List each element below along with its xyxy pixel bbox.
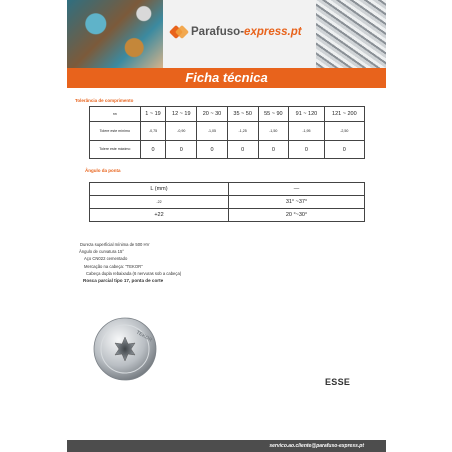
note-line: Cabeça dupla rebaixada (6 nervuras sob a cabeça) (86, 270, 182, 276)
table-cell: 0 (140, 141, 166, 159)
table-cell: 0 (324, 141, 364, 159)
table-cell: 0 (289, 141, 324, 159)
table-row (90, 122, 365, 141)
logo-mark-icon (171, 24, 187, 40)
note-line: Mercação na cabeça: "TEKOR" (84, 263, 143, 269)
table-row (90, 183, 365, 196)
table-header-cell: nn (90, 107, 141, 122)
note-line: Rosca parcial tipo 17, ponta de corte (83, 278, 164, 284)
svg-text:TEKOR: TEKOR (135, 329, 154, 344)
tolerance-label: Tolerância de comprimento (75, 98, 134, 103)
table-header-cell: — (229, 183, 365, 196)
table-row (90, 209, 365, 222)
table-row (90, 196, 365, 209)
table-header-cell: 121 ~ 200 (324, 107, 364, 122)
table-header-cell: L (mm) (90, 183, 229, 196)
table-cell: 0 (258, 141, 289, 159)
angle-label: Ângulo da ponta (85, 168, 121, 173)
min-tolerance-label: Tolere este mínimo (90, 122, 141, 141)
table-cell: +22 (90, 209, 229, 222)
contact-email[interactable]: servico.ao.cliente@parafuso-express.pt (269, 443, 364, 449)
table-cell: 31° ~37° (229, 196, 365, 209)
note-line: Dureza superficial mínima de 500 HV (80, 242, 150, 247)
table-header-cell: 35 ~ 50 (227, 107, 258, 122)
table-row (90, 141, 365, 159)
model-code: ESSE (325, 377, 351, 387)
table-cell: 0 (166, 141, 197, 159)
table-header-cell: 20 ~ 30 (197, 107, 228, 122)
table-header-cell: 1 ~ 19 (140, 107, 166, 122)
table-header-cell: 55 ~ 90 (258, 107, 289, 122)
header-banner (67, 0, 386, 68)
table-cell: -1,05 (197, 122, 228, 141)
brand-name: Parafuso-express.pt (191, 26, 302, 38)
note-line: Ângulo de curvatura 15° (79, 249, 124, 255)
note-line: Aço CN022 cementado (84, 256, 128, 262)
table-cell: -2,50 (324, 122, 364, 141)
table-cell: -1,25 (227, 122, 258, 141)
screw-head-image (92, 316, 158, 382)
spec-sheet (67, 0, 386, 452)
table-cell: -0,75 (140, 122, 166, 141)
table-cell: 0 (227, 141, 258, 159)
table-header-cell: 12 ~ 19 (166, 107, 197, 122)
table-row (90, 107, 365, 122)
table-cell: 20 °~30° (229, 209, 365, 222)
tolerance-table (89, 106, 365, 159)
footer-bar (67, 440, 386, 452)
screws-photo (316, 0, 386, 68)
spec-notes (77, 241, 181, 284)
table-cell: -0,90 (166, 122, 197, 141)
angle-table (89, 182, 365, 222)
table-cell: -1,50 (258, 122, 289, 141)
page-title: Ficha técnica (67, 68, 386, 88)
max-tolerance-label: Tolere este máximo (90, 141, 141, 159)
table-cell: -1,95 (289, 122, 324, 141)
table-cell: -22 (90, 196, 229, 209)
tools-photo (67, 0, 163, 68)
table-cell: 0 (197, 141, 228, 159)
brand-logo (171, 20, 302, 44)
table-header-cell: 91 ~ 120 (289, 107, 324, 122)
